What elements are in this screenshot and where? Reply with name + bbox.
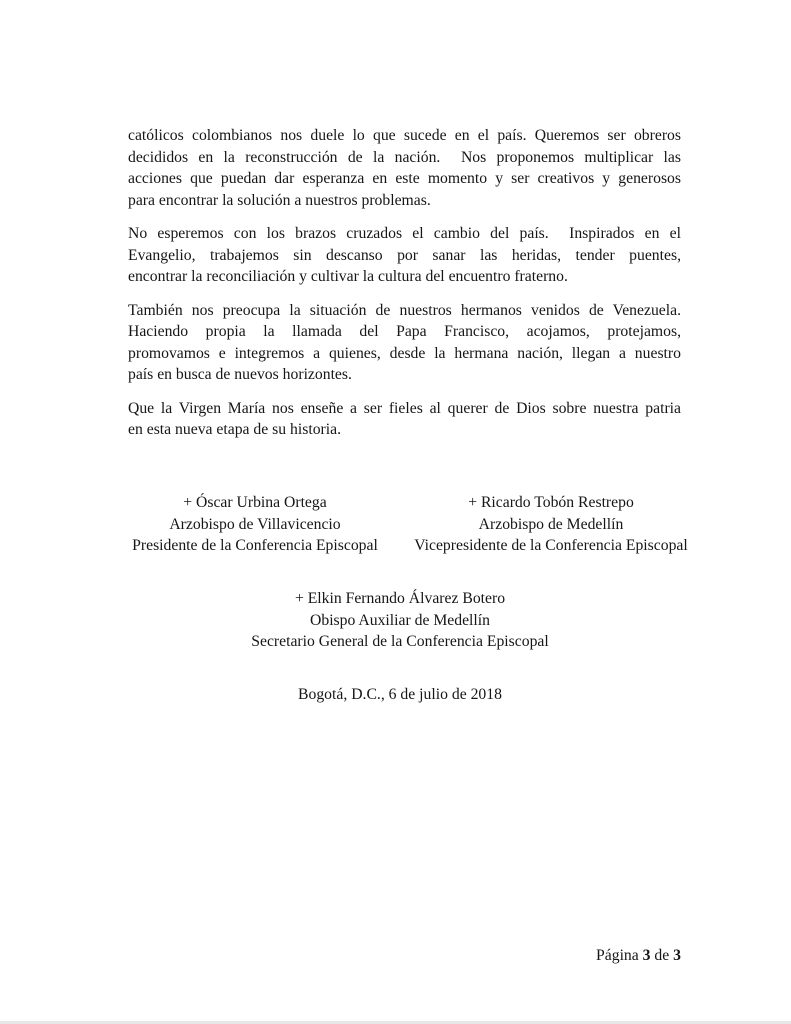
footer-separator: de [654, 947, 670, 964]
signature-title: Arzobispo de Villavicencio [169, 515, 341, 533]
text-line: en esta nueva etapa de su historia. [128, 421, 342, 438]
signature-role: Vicepresidente de la Conferencia Episcopal [414, 537, 688, 554]
text-line: país en busca de nuevos horizontes. [128, 366, 352, 383]
paragraph-reconstruction [128, 125, 681, 211]
signature-title: Arzobispo de Medellín [478, 515, 624, 533]
signature-name: + Ricardo Tobón Restrepo [468, 494, 634, 511]
text-line: católicos colombianos nos duele lo que sucede en el país. Queremos ser obreros [128, 127, 681, 144]
text-line: promovamos e integremos a quienes, desde la hermana nación, llegan a nuestro [128, 344, 681, 362]
text-line: Evangelio, trabajemos sin descanso por sanar las heridas, tender puentes, [128, 246, 681, 264]
footer-total-pages: 3 [673, 947, 681, 964]
text-line: decididos en la reconstrucción de la nación. Nos proponemos multiplicar las [128, 148, 681, 166]
signature-name: + Óscar Urbina Ortega [183, 494, 327, 511]
dateline: Bogotá, D.C., 6 de julio de 2018 [298, 686, 502, 703]
signature-title: Obispo Auxiliar de Medellín [310, 611, 490, 629]
text-line: No esperemos con los brazos cruzados el cambio del país. Inspirados en el [128, 225, 681, 242]
paragraph-no-esperemos [128, 223, 681, 288]
signature-role: Presidente de la Conferencia Episcopal [132, 537, 378, 554]
footer-page-number: 3 [642, 947, 651, 964]
text-line: Haciendo propia la llamada del Papa Francisco, acojamos, protejamos, [128, 323, 681, 340]
text-line: encontrar la reconciliación y cultivar la cultura del encuentro fraterno. [128, 268, 568, 285]
document-body [128, 125, 681, 441]
page-footer [596, 945, 681, 967]
signature-president [118, 492, 392, 557]
signature-name: + Elkin Fernando Álvarez Botero [294, 590, 506, 607]
signature-secretary [122, 588, 678, 653]
text-line: También nos preocupa la situación de nuestros hermanos venidos de Venezuela. [128, 301, 681, 319]
paragraph-venezuela [128, 300, 681, 386]
signature-role: Secretario General de la Conferencia Episcopal [251, 633, 549, 650]
text-line: acciones que puedan dar esperanza en este momento y ser creativos y generosos [128, 170, 681, 187]
text-line: Que la Virgen María nos enseñe a ser fieles al querer de Dios sobre nuestra patria [128, 399, 681, 417]
signature-vice-president [402, 492, 700, 557]
paragraph-virgen-maria [128, 398, 681, 441]
text-line: para encontrar la solución a nuestros problemas. [128, 191, 431, 209]
footer-label: Página [596, 947, 639, 964]
